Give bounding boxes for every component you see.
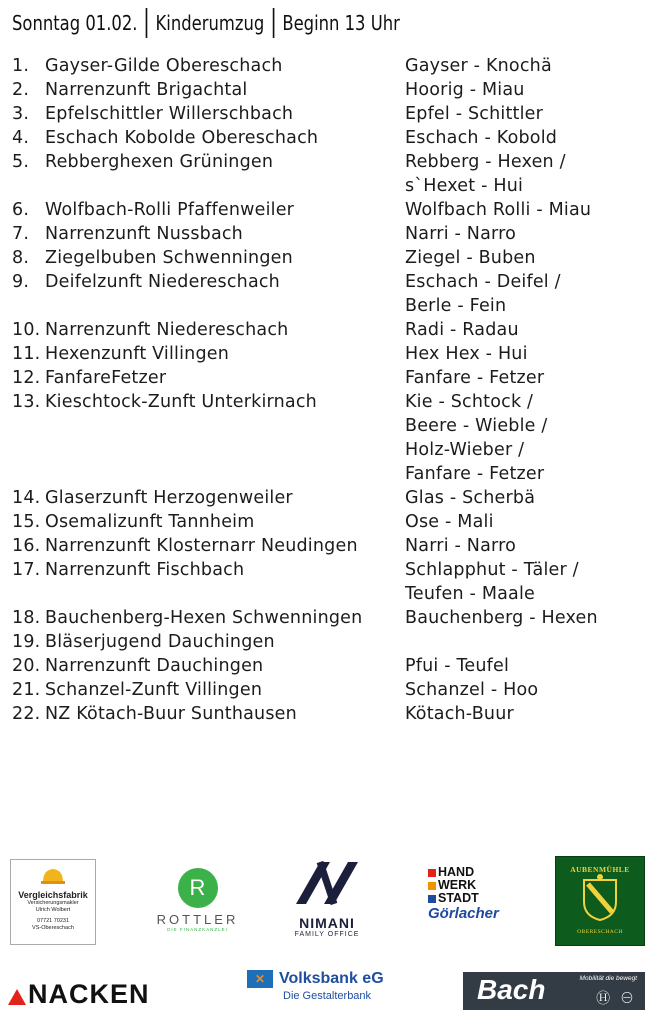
rottler-logo: [150, 868, 245, 938]
fool-cry-line: Ziegel - Buben: [405, 248, 536, 268]
fool-cry: [405, 654, 652, 678]
fool-cry-line: Narri - Narro: [405, 536, 517, 556]
item-number: 2.: [12, 80, 30, 100]
parade-order-list: [12, 54, 652, 726]
item-number: 21.: [12, 680, 41, 700]
fool-cry: [405, 486, 652, 510]
fool-cry: [405, 678, 652, 702]
volksbank-mark-icon: ✕: [247, 970, 273, 988]
group-name: Narrenzunft Dauchingen: [45, 656, 264, 676]
header-start: Beginn 13 Uhr: [282, 11, 400, 35]
fool-cry-line: Wolfbach Rolli - Miau: [405, 200, 592, 220]
list-item: [12, 270, 652, 318]
fool-cry: [405, 78, 652, 102]
vergleichsfabrik-logo: [10, 859, 96, 945]
header-divider: [272, 8, 274, 38]
group-name: NZ Kötach-Buur Sunthausen: [45, 704, 297, 724]
vergleichsfabrik-name: Vergleichsfabrik: [18, 890, 88, 900]
hws-line1: HAND: [438, 865, 475, 879]
fool-cry-line: Glas - Scherbä: [405, 488, 536, 508]
fool-cry-line: Schlapphut - Täler /: [405, 560, 579, 580]
list-item: [12, 486, 652, 510]
list-item: [12, 510, 652, 534]
header-event: Kinderumzug: [155, 11, 265, 35]
handwerkstadt-logo: [428, 866, 498, 938]
volksbank-name: Volksbank eG: [279, 970, 384, 987]
fool-cry-line: Gayser - Knochä: [405, 56, 552, 76]
red-square-icon: [428, 869, 436, 877]
fool-cry: [405, 102, 652, 126]
sponsor-logos: [0, 850, 655, 1024]
fool-cry-line: Pfui - Teufel: [405, 656, 510, 676]
fool-cry-line: Hex Hex - Hui: [405, 344, 528, 364]
list-item: [12, 654, 652, 678]
item-number: 3.: [12, 104, 30, 124]
list-item: [12, 366, 652, 390]
fool-cry: [405, 534, 652, 558]
rottler-name: ROTTLER: [156, 912, 239, 927]
vergleichsfabrik-city: VS-Obereschach: [32, 925, 74, 931]
bach-logo: [463, 972, 645, 1010]
volksbank-tagline: Die Gestalterbank: [283, 990, 372, 1002]
hws-name: Görlacher: [428, 905, 499, 922]
fool-cry-line: Fanfare - Fetzer: [405, 464, 545, 484]
fool-cry-line: Eschach - Kobold: [405, 128, 558, 148]
list-item: [12, 102, 652, 126]
fool-cry: [405, 558, 652, 606]
group-name: Hexenzunft Villingen: [45, 344, 230, 364]
fool-cry-line: Epfel - Schittler: [405, 104, 544, 124]
list-item: [12, 630, 652, 654]
group-name: Narrenzunft Fischbach: [45, 560, 245, 580]
fool-cry-line: Radi - Radau: [405, 320, 519, 340]
fool-cry-line: Beere - Wieble /: [405, 416, 548, 436]
fool-cry: [405, 390, 652, 486]
fool-cry-line: Narri - Narro: [405, 224, 517, 244]
coat-of-arms-icon: [570, 874, 630, 922]
list-item: [12, 342, 652, 366]
list-item: [12, 678, 652, 702]
vergleichsfabrik-phone: 07721 70231: [36, 918, 70, 924]
fool-cry: [405, 126, 652, 150]
fool-cry-line: Rebberg - Hexen /: [405, 152, 566, 172]
fool-cry-line: Kie - Schtock /: [405, 392, 534, 412]
hws-line3: STADT: [438, 891, 479, 905]
fool-cry-line: Ose - Mali: [405, 512, 494, 532]
group-name: Narrenzunft Brigachtal: [45, 80, 248, 100]
aubenmuehle-place: OBERESCHACH: [577, 929, 623, 935]
aubenmuehle-name: AUBENMÜHLE: [570, 865, 630, 874]
item-number: 9.: [12, 272, 30, 292]
fool-cry: [405, 342, 652, 366]
fool-cry: [405, 630, 652, 654]
item-number: 10.: [12, 320, 41, 340]
car-brand-icons: Ⓗ ⊖: [596, 990, 637, 1006]
item-number: 20.: [12, 656, 41, 676]
fool-cry-line: Holz-Wieber /: [405, 440, 525, 460]
list-item: [12, 534, 652, 558]
fool-cry: [405, 246, 652, 270]
fool-cry: [405, 510, 652, 534]
list-item: [12, 222, 652, 246]
list-item: [12, 558, 652, 606]
group-name: Osemalizunft Tannheim: [45, 512, 255, 532]
fool-cry: [405, 318, 652, 342]
nimani-tagline: FAMILY OFFICE: [294, 931, 360, 938]
group-name: Narrenzunft Niedereschach: [45, 320, 289, 340]
nacken-logo: [8, 980, 183, 1008]
list-item: [12, 126, 652, 150]
item-number: 14.: [12, 488, 41, 508]
header-divider: [146, 8, 148, 38]
rottler-tagline: DIE FINANZKANZLEI: [167, 927, 228, 932]
list-item: [12, 78, 652, 102]
aubenmuehle-logo: [555, 856, 645, 946]
fool-cry-line: Bauchenberg - Hexen: [405, 608, 598, 628]
item-number: 1.: [12, 56, 30, 76]
fool-cry-line: s`Hexet - Hui: [405, 176, 524, 196]
group-name: Glaserzunft Herzogenweiler: [45, 488, 293, 508]
list-item: [12, 54, 652, 78]
rottler-mark: R: [178, 868, 218, 908]
fool-cry-line: Kötach-Buur: [405, 704, 514, 724]
item-number: 19.: [12, 632, 41, 652]
group-name: Bläserjugend Dauchingen: [45, 632, 275, 652]
item-number: 15.: [12, 512, 41, 532]
hws-line2: WERK: [438, 878, 477, 892]
item-number: 7.: [12, 224, 30, 244]
item-number: 17.: [12, 560, 41, 580]
item-number: 12.: [12, 368, 41, 388]
nimani-mark-icon: [290, 858, 364, 908]
group-name: Epfelschittler Willerschbach: [45, 104, 294, 124]
fool-cry: [405, 270, 652, 318]
group-name: Bauchenberg-Hexen Schwenningen: [45, 608, 363, 628]
hard-hat-icon: [41, 866, 65, 884]
item-number: 22.: [12, 704, 41, 724]
fool-cry-line: Schanzel - Hoo: [405, 680, 539, 700]
item-number: 5.: [12, 152, 30, 172]
group-name: Deifelzunft Niedereschach: [45, 272, 280, 292]
nacken-name: NACKEN: [28, 979, 150, 1009]
item-number: 18.: [12, 608, 41, 628]
bach-tagline: Mobilität die bewegt: [579, 975, 637, 982]
group-name: Narrenzunft Klosternarr Neudingen: [45, 536, 358, 556]
group-name: Gayser-Gilde Obereschach: [45, 56, 283, 76]
item-number: 13.: [12, 392, 41, 412]
list-item: [12, 150, 652, 198]
fool-cry: [405, 150, 652, 198]
group-name: Ziegelbuben Schwenningen: [45, 248, 293, 268]
fool-cry-line: Fanfare - Fetzer: [405, 368, 545, 388]
list-item: [12, 246, 652, 270]
group-name: Eschach Kobolde Obereschach: [45, 128, 319, 148]
bach-name: Bach: [477, 974, 546, 1005]
item-number: 8.: [12, 248, 30, 268]
item-number: 11.: [12, 344, 41, 364]
volksbank-logo: [247, 968, 417, 1016]
item-number: 6.: [12, 200, 30, 220]
vergleichsfabrik-line2: Ulrich Wolbert: [35, 907, 71, 913]
nimani-name: NIMANI: [299, 915, 355, 931]
fool-cry: [405, 702, 652, 726]
orange-square-icon: [428, 882, 436, 890]
fool-cry-line: Hoorig - Miau: [405, 80, 525, 100]
list-item: [12, 198, 652, 222]
nacken-mark-icon: [8, 987, 26, 1005]
list-item: [12, 318, 652, 342]
list-item: [12, 606, 652, 630]
fool-cry: [405, 54, 652, 78]
fool-cry: [405, 222, 652, 246]
fool-cry-line: Teufen - Maale: [405, 584, 536, 604]
group-name: Schanzel-Zunft Villingen: [45, 680, 263, 700]
blue-square-icon: [428, 895, 436, 903]
header-day: Sonntag 01.02.: [12, 11, 138, 35]
group-name: Rebberghexen Grüningen: [45, 152, 274, 172]
fool-cry-line: Eschach - Deifel /: [405, 272, 561, 292]
fool-cry: [405, 366, 652, 390]
page-header: [12, 6, 400, 40]
fool-cry-line: Berle - Fein: [405, 296, 507, 316]
group-name: Narrenzunft Nussbach: [45, 224, 243, 244]
item-number: 4.: [12, 128, 30, 148]
fool-cry: [405, 606, 652, 630]
group-name: FanfareFetzer: [45, 368, 167, 388]
list-item: [12, 390, 652, 486]
nimani-logo: [282, 858, 372, 948]
group-name: Wolfbach-Rolli Pfaffenweiler: [45, 200, 295, 220]
list-item: [12, 702, 652, 726]
item-number: 16.: [12, 536, 41, 556]
fool-cry: [405, 198, 652, 222]
group-name: Kieschtock-Zunft Unterkirnach: [45, 392, 317, 412]
vergleichsfabrik-line1: Versicherungsmakler: [27, 900, 79, 906]
